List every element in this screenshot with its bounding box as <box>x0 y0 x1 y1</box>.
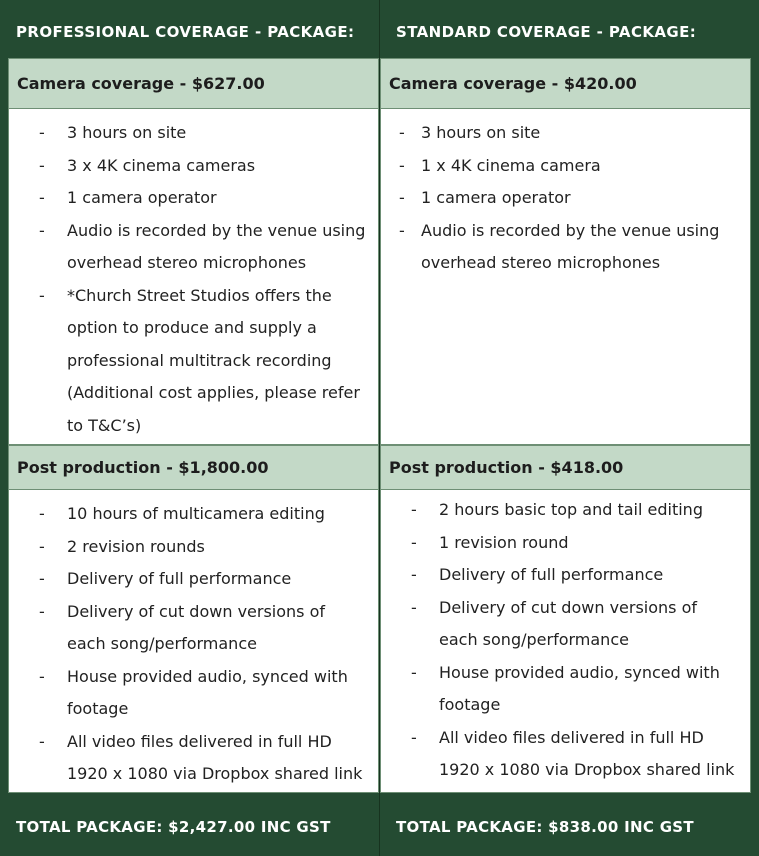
professional-post-title: Post production - $1,800.00 <box>8 445 379 490</box>
bullet-dash: - <box>399 123 405 142</box>
bullet-dash: - <box>39 536 45 556</box>
list-item <box>9 498 368 531</box>
standard-post-title: Post production - $418.00 <box>380 445 751 490</box>
bullet-dash: - <box>411 727 417 747</box>
list-item <box>9 726 368 791</box>
bullet-dash: - <box>411 532 417 552</box>
list-item <box>381 722 740 787</box>
list-item <box>9 563 368 596</box>
list-item-text: 1 x 4K cinema camera <box>421 155 601 175</box>
list-item-text: Audio is recorded by the venue using overhead stereo microphones <box>421 220 720 272</box>
bullet-dash: - <box>39 155 45 175</box>
professional-post-list-container <box>8 490 379 793</box>
list-item-text: 3 hours on site <box>67 123 187 142</box>
bullet-dash: - <box>399 220 405 240</box>
list-item-text: *Church Street Studios offers the option to produce and supply a professional multitrack recording (Additional cost applies, please refer to T&C’s) <box>67 285 360 435</box>
list-item <box>9 531 368 564</box>
professional-camera-title: Camera coverage - $627.00 <box>8 58 379 109</box>
list-item <box>381 150 740 183</box>
bullet-dash: - <box>399 155 405 175</box>
list-item <box>9 596 368 661</box>
list-item-text: All video files delivered in full HD 1920 x 1080 via Dropbox shared link <box>439 727 735 779</box>
list-item <box>9 661 368 726</box>
list-item <box>381 592 740 657</box>
list-item-text: House provided audio, synced with footage <box>439 662 720 714</box>
standard-header: STANDARD COVERAGE - PACKAGE: <box>396 23 697 41</box>
bullet-dash: - <box>399 188 405 207</box>
list-item <box>9 280 368 443</box>
list-item-text: All video files delivered in full HD 1920 x 1080 via Dropbox shared link <box>67 731 363 783</box>
list-item-text: 2 hours basic top and tail editing <box>439 500 703 519</box>
list-item-text: 3 hours on site <box>421 123 541 142</box>
list-item <box>9 182 368 215</box>
bullet-dash: - <box>39 123 45 142</box>
list-item <box>381 657 740 722</box>
list-item <box>9 215 368 280</box>
bullet-dash: - <box>39 666 45 686</box>
list-item <box>381 215 740 280</box>
list-item-text: 2 revision rounds <box>67 536 205 556</box>
list-item-text: 10 hours of multicamera editing <box>67 504 325 523</box>
bullet-dash: - <box>39 188 45 207</box>
list-item-text: Delivery of full performance <box>67 569 292 588</box>
list-item <box>381 527 740 560</box>
list-item-text: Delivery of cut down versions of each song/performance <box>67 601 326 653</box>
bullet-dash: - <box>39 220 45 240</box>
bullet-dash: - <box>411 500 417 519</box>
standard-post-list <box>381 490 750 787</box>
list-item <box>9 117 368 150</box>
bullet-dash: - <box>39 601 45 621</box>
professional-camera-list <box>9 109 378 442</box>
bullet-dash: - <box>411 662 417 682</box>
standard-camera-list-container <box>380 109 751 445</box>
bullet-dash: - <box>411 565 417 584</box>
professional-post-list <box>9 490 378 791</box>
professional-camera-list-container <box>8 109 379 445</box>
bullet-dash: - <box>39 731 45 751</box>
list-item-text: Delivery of full performance <box>439 565 664 584</box>
list-item <box>381 117 740 150</box>
professional-header: PROFESSIONAL COVERAGE - PACKAGE: <box>16 23 355 41</box>
list-item-text: House provided audio, synced with footage <box>67 666 348 718</box>
standard-camera-list <box>381 109 750 280</box>
list-item <box>381 182 740 215</box>
list-item <box>9 150 368 183</box>
bullet-dash: - <box>39 569 45 588</box>
bullet-dash: - <box>39 504 45 523</box>
list-item-text: 1 camera operator <box>421 188 571 207</box>
standard-camera-title: Camera coverage - $420.00 <box>380 58 751 109</box>
standard-post-list-container <box>380 490 751 793</box>
standard-total: TOTAL PACKAGE: $838.00 INC GST <box>396 817 694 836</box>
list-item <box>381 559 740 592</box>
list-item-text: 1 revision round <box>439 532 569 552</box>
list-item-text: 3 x 4K cinema cameras <box>67 155 256 175</box>
list-item-text: Delivery of cut down versions of each song/performance <box>439 597 698 649</box>
professional-total: TOTAL PACKAGE: $2,427.00 INC GST <box>16 817 331 836</box>
list-item-text: Audio is recorded by the venue using overhead stereo microphones <box>67 220 366 272</box>
bullet-dash: - <box>39 285 45 305</box>
bullet-dash: - <box>411 597 417 617</box>
list-item-text: 1 camera operator <box>67 188 217 207</box>
list-item <box>381 494 740 527</box>
